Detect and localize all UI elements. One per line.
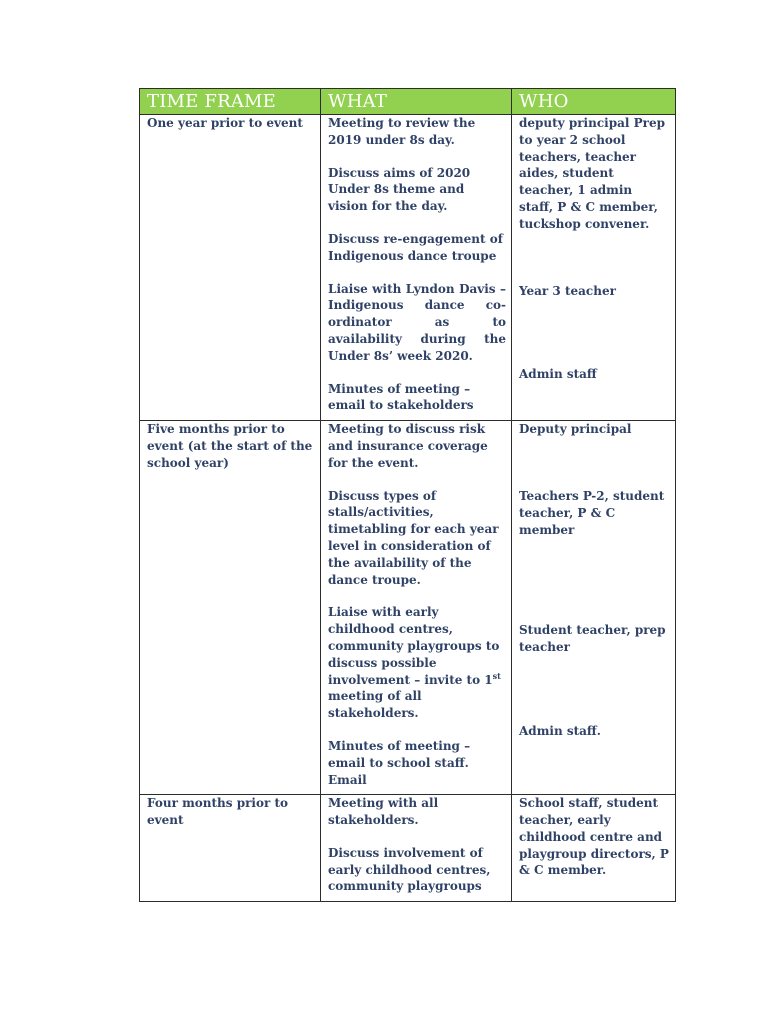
what-cell (321, 795, 512, 902)
header-who: WHO (512, 89, 676, 115)
who-item: School staff, student teacher, early childhood centre and playgroup directors, P & C member. (519, 796, 669, 878)
header-what: WHAT (321, 89, 512, 115)
time-frame-cell (140, 115, 321, 421)
who-cell (512, 421, 676, 795)
what-item: Meeting to discuss risk and insurance coverage for the event. (328, 422, 488, 470)
who-cell (512, 795, 676, 902)
who-item: Teachers P-2, student teacher, P & C member (519, 488, 665, 537)
header-row (140, 89, 676, 115)
what-item: Discuss aims of 2020 Under 8s theme and vision for the day. (328, 165, 471, 214)
who-item: deputy principal Prep to year 2 school teachers, teacher aides, student teacher, 1 admin staff, P & C member, tuckshop convener. (519, 116, 665, 231)
what-item: Liaise with Lyndon Davis – Indigenous dance co-ordinator as to availability during the Under 8s’ week 2020. (328, 281, 506, 363)
what-cell (321, 421, 512, 795)
what-cell (321, 115, 512, 421)
what-item: Minutes of meeting – email to school staff. Email (328, 738, 471, 787)
who-cell (512, 115, 676, 421)
time-frame-text: Four months prior to event (147, 796, 289, 828)
what-item: Discuss re-engagement of Indigenous dance troupe (328, 231, 503, 263)
who-item: Student teacher, prep teacher (519, 623, 666, 655)
what-item: Meeting with all stakeholders. (328, 796, 439, 828)
header-time-frame: TIME FRAME (140, 89, 321, 115)
time-frame-cell (140, 421, 321, 795)
who-item: Admin staff (519, 367, 597, 382)
what-item: Discuss types of stalls/activities, timetabling for each year level in consideration of the availability of the dance troupe. (328, 488, 499, 587)
ordinal-superscript: st (492, 670, 501, 681)
who-item: Deputy principal (519, 422, 632, 437)
what-item: Meeting to review the 2019 under 8s day. (328, 116, 476, 147)
what-item: Discuss involvement of early childhood centres, community playgroups (328, 845, 491, 894)
who-item: Admin staff. (519, 723, 601, 738)
what-item: Minutes of meeting – email to stakeholders (328, 381, 474, 413)
timeline-table (139, 88, 676, 902)
what-item-with-superscript: Liaise with early childhood centres, community playgroups to discuss possible involvement – invite to 1st meeting of all stakeholders. (328, 605, 501, 721)
time-frame-text: One year prior to event (147, 116, 303, 130)
who-item: Year 3 teacher (519, 283, 616, 298)
time-frame-cell (140, 795, 321, 902)
table-row (140, 795, 676, 902)
table-row (140, 421, 676, 795)
time-frame-text: Five months prior to event (at the start of the school year) (147, 422, 313, 470)
table-row (140, 115, 676, 421)
